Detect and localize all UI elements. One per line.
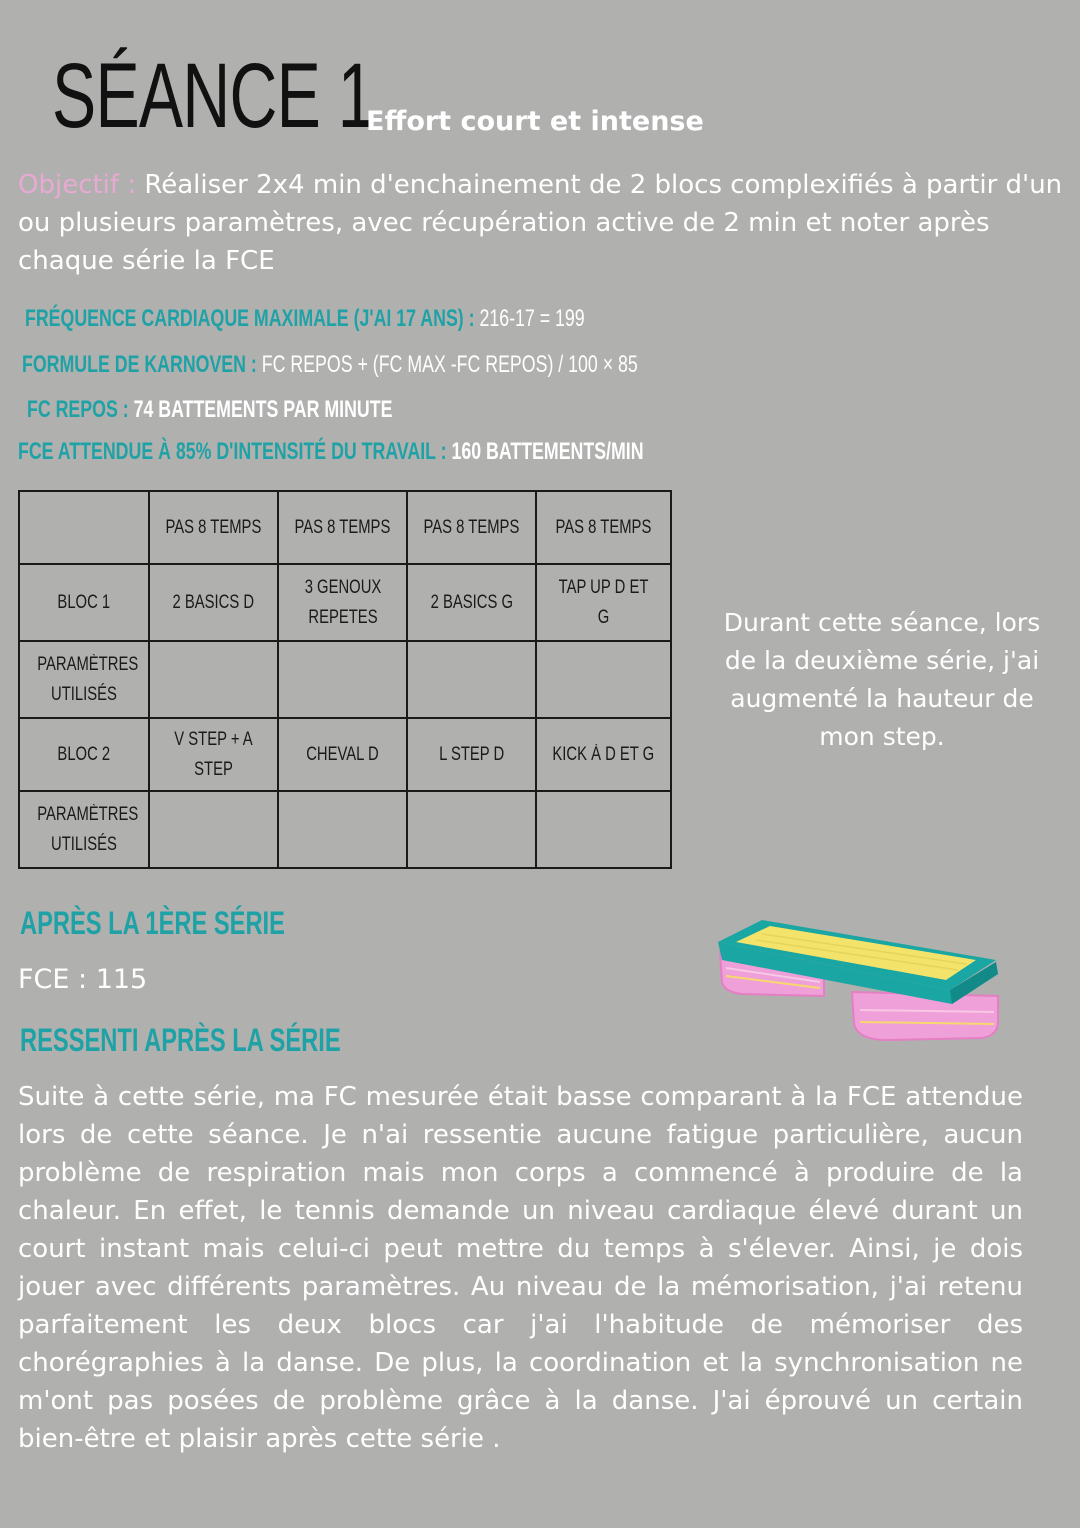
table-cell — [536, 791, 671, 868]
fcmax-value: 216-17 = 199 — [479, 305, 585, 332]
table-cell: 2 BASICS G — [407, 564, 536, 641]
table-row-label: PARAMÈTRES UTILISÉS — [19, 791, 149, 868]
table-cell: 2 BASICS D — [149, 564, 278, 641]
table-cell — [149, 791, 278, 868]
table-cell — [278, 791, 407, 868]
table-cell: V STEP + A STEP — [149, 718, 278, 791]
table-row — [19, 791, 671, 868]
table-cell — [149, 641, 278, 718]
feeling-paragraph: Suite à cette série, ma FC mesurée était basse comparant à la FCE attendue lors de cette séance. Je n'ai ressentie aucune fatigue particulière, aucun problème de respiration mais mon corps a commencé à produire de la chaleur. En effet, le tennis demande un niveau cardiaque élevé durant un court instant mais celui-ci peut mettre du temps à s'élever. Ainsi, je dois jouer avec différents paramètres. Au niveau de la mémorisation, j'ai retenu parfaitement les deux blocs car j'ai l'habitude de mémoriser des chorégraphies à la danse. De plus, la coordination et la synchronisation ne m'ont pas posées de problème grâce à la danse. J'ai éprouvé un certain bien-être et plaisir après cette série . — [18, 1082, 1023, 1454]
table-cell — [407, 641, 536, 718]
table-cell: KICK À D ET G — [536, 718, 671, 791]
rest-hr-line — [27, 396, 392, 424]
table-cell: L STEP D — [407, 718, 536, 791]
table-row — [19, 718, 671, 791]
table-row — [19, 641, 671, 718]
rest-hr-unit: BATTEMENTS PAR MINUTE — [158, 396, 393, 423]
table-header-cell: PAS 8 TEMPS — [149, 491, 278, 564]
table-header-cell: PAS 8 TEMPS — [278, 491, 407, 564]
fce-value: FCE : 115 — [18, 964, 148, 995]
table-cell: CHEVAL D — [278, 718, 407, 791]
objective-text: Réaliser 2x4 min d'enchainement de 2 blocs complexifiés à partir d'un ou plusieurs paramètres, avec récupération active de 2 min et noter après chaque série la FCE — [18, 170, 1063, 276]
table-header-cell: PAS 8 TEMPS — [536, 491, 671, 564]
after-series-heading: APRÈS LA 1ÈRE SÉRIE — [20, 905, 285, 941]
karvonen-label: FORMULE DE KARNOVEN : — [22, 351, 257, 378]
rest-hr-label: FC REPOS : — [27, 396, 129, 423]
karvonen-line — [22, 351, 638, 379]
expected-fce-value: 160 BATTEMENTS/MIN — [451, 438, 644, 465]
table-row — [19, 564, 671, 641]
expected-fce-label: FCE ATTENDUE À 85% D'INTENSITÉ DU TRAVAIL : — [18, 438, 447, 465]
table-cell — [536, 641, 671, 718]
side-note: Durant cette séance, lors de la deuxième série, j'ai augmenté la hauteur de mon step. — [723, 608, 1041, 751]
feeling-heading: RESSENTI APRÈS LA SÉRIE — [20, 1022, 341, 1058]
expected-fce-line — [18, 438, 644, 466]
table-cell: 3 GENOUX REPETES — [278, 564, 407, 641]
fcmax-label: FRÉQUENCE CARDIAQUE MAXIMALE (J'AI 17 ANS) : — [25, 305, 475, 332]
page-subtitle: Effort court et intense — [366, 106, 704, 137]
objective-label: Objectif : — [18, 170, 137, 200]
step-platform-icon — [712, 912, 1012, 1052]
fcmax-line — [25, 305, 585, 333]
table-cell: TAP UP D ET G — [536, 564, 671, 641]
page-title: SÉANCE 1 — [52, 45, 374, 147]
table-row-label: PARAMÈTRES UTILISÉS — [19, 641, 149, 718]
table-header-cell: PAS 8 TEMPS — [407, 491, 536, 564]
table-header-cell — [19, 491, 149, 564]
table-row-label: BLOC 1 — [19, 564, 149, 641]
table-cell — [278, 641, 407, 718]
steps-table — [18, 490, 672, 869]
table-cell — [407, 791, 536, 868]
rest-hr-value: 74 — [133, 396, 154, 423]
table-row-label: BLOC 2 — [19, 718, 149, 791]
objective-paragraph — [18, 166, 1063, 280]
table-header-row — [19, 491, 671, 564]
karvonen-value: FC REPOS + (FC MAX -FC REPOS) / 100 × 85 — [261, 351, 638, 378]
